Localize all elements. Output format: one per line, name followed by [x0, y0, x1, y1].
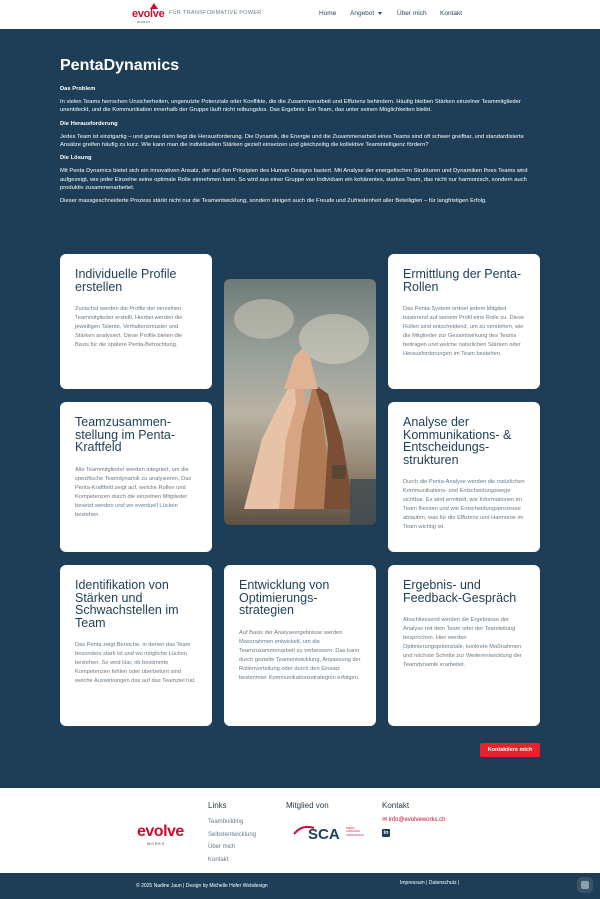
chat-widget-icon[interactable] — [577, 877, 593, 893]
legal-links[interactable]: Impressum | Datenschutz | — [400, 880, 460, 886]
linkedin-icon[interactable]: in — [383, 830, 389, 836]
card-text: Das Penta-System ordnet jedem Mitglied basierend auf seinem Profil eine Rolle zu. Diese Rollen sind entscheidend, um zu verstehen, wie die Mitglieder zur Gesamtwirkung des Teams beitragen und welche natürlichen Stärken oder Herausforderungen im Team bestehen. — [403, 306, 525, 357]
teamwork-photo — [224, 279, 376, 525]
high-five-hands-image — [224, 279, 376, 525]
email-text: info@evolveworks.ch — [388, 817, 446, 823]
logo[interactable] — [132, 3, 165, 25]
challenge-heading: Die Herausforderung — [60, 120, 118, 127]
card-teamzusammenstellung — [60, 402, 212, 552]
nav-angebot[interactable] — [350, 10, 382, 17]
solution-text: Mit Penta Dynamics bietet sich ein innovativen Ansatz, der auf den Prinzipien des Human Designs basiert. Mit Analyse der energetischen Strukturen und Dynamiken Ihres Teams wird aufgezeigt, wie jeder Einzelne seine optimale Rolle einnehmen kann. So wird aus einer Gruppe von Individuen ein kohärentes, starkes Team, das nicht nur harmonisch, sondern auch produktiv zusammenarbeitet. — [60, 168, 528, 191]
footer-logo[interactable] — [137, 818, 182, 848]
card-identifikation — [60, 565, 212, 726]
nav-home[interactable]: Home — [319, 10, 337, 17]
card-title: Ergebnis- und Feedback-Gespräch — [403, 578, 517, 605]
contact-heading: Kontakt — [382, 801, 410, 810]
card-text: Das Penta zeigt Bereiche, in denen das Team besonders stark ist und wo mögliche Lücken bestehen. So wird klar, ob bestimmte Kompetenzen fehlen oder überbetont sind welche Auswirkungen das auf das Teamziel hat. — [75, 642, 196, 684]
challenge-text: Jedes Team ist einzigartig – und genau darin liegt die Herausforderung. Die Dynamik, die Energie und die Zusammenarbeit eines Teams sind oft schwer greifbar, und standardisierte Ansätze greifen häufig zu kurz. Wie kann man die individuellen Stärken gezielt einsetzen und gleichzeitig die kollektive Teamintelligenz fördern? — [60, 133, 524, 149]
member-heading: Mitglied von — [286, 801, 329, 810]
card-penta-rollen — [388, 254, 540, 389]
copyright-text: © 2025 Nadine Jaun | Design by Michelle Hofer Webdesign — [136, 883, 268, 889]
solution-heading: Die Lösung — [60, 155, 92, 162]
page-title: PentaDynamics — [60, 57, 180, 74]
links-heading: Links — [208, 801, 227, 810]
email-link[interactable] — [382, 816, 445, 823]
sca-logo[interactable] — [292, 820, 370, 844]
closing-text: Dieser massgeschneiderte Prozess stärkt nicht nur die Teamentwicklung, sondern steigert auch die Freude und Zufriedenheit aller Beteiligten – für langfristigen Erfolg. — [60, 198, 487, 205]
bottom-bar — [0, 873, 600, 899]
footer-link-kontakt[interactable]: Kontakt — [208, 856, 229, 863]
site-header — [0, 0, 600, 29]
nav-angebot-label: Angebot — [350, 10, 375, 17]
card-title: Teamzusammen-stellung im Penta-Kraftfeld — [75, 415, 176, 454]
mail-icon: ✉ — [382, 817, 389, 823]
nav-ueber-mich[interactable]: Über mich — [397, 10, 427, 17]
tagline: FÜR TRANSFORMATIVE POWER — [169, 10, 262, 16]
card-title: Identifikation von Stärken und Schwachstellen im Team — [75, 578, 179, 630]
card-text: Zunächst werden die Profile der einzelnen Teammitglieder erstellt. Hierbei werden die jeweiligen Talente, Verhaltensmuster und Stärken analysiert. Diese Profile bieten die Basis für die spätere Penta-Betrachtung. — [75, 306, 183, 348]
footer-link-selbstentwicklung[interactable]: Selbstentwicklung — [208, 831, 257, 838]
contact-cta-button[interactable]: Kontaktiere mich — [480, 743, 540, 757]
logo-subtext: WORKS — [137, 20, 151, 24]
card-title: Analyse der Kommunikations- & Entscheidungs-strukturen — [403, 415, 512, 467]
sca-subtext: SWISS COACHING ASSOCIATION — [346, 827, 364, 837]
footer-logo-text: evolve — [137, 823, 184, 840]
card-feedback — [388, 565, 540, 726]
card-profile — [60, 254, 212, 389]
footer — [0, 788, 600, 873]
footer-link-teambuilding[interactable]: Teambuilding — [208, 819, 244, 825]
card-text: Durch die Penta-Analyse werden die natürlichen Kommunikations- und Entscheidungswege sichtbar. Es wird ermittelt, wie Informationen im Team fliessen und wie Entscheidungsprozesse ablaufen, was für die Effizienz und Harmonie im Team wichtig ist. — [403, 479, 525, 530]
card-title: Ermittlung der Penta- Rollen — [403, 267, 522, 294]
card-text: Auf Basis der Analyseergebnisse werden Massnahmen entwickelt, um die Teamzusammenarbeit zu verbessern. Das kann durch gezielte Teamentwicklung, Anpassung der Rollenverteilung oder durch den Einsatz bestimmter Kommunikationsstrategien erfolgen. — [239, 629, 361, 681]
problem-text: In vielen Teams herrschen Unsicherheiten, ungenutzte Potenziale oder Konflikte, die die Zusammenarbeit und Effizienz behindern. Häufig bleiben Stärken einzelner Teammitglieder unentdeckt, und die Kommunikation innerhalb der Gruppe läuft nicht reibungslos. Das Ergebnis: Ein Team, das unter seinen Möglichkeiten bleibt. — [60, 99, 521, 114]
footer-link-ueber-mich[interactable]: Über mich — [208, 844, 236, 850]
card-text: Alle Teammitglieder werden integriert, um die spezifische Teamdynamik zu analysieren. Das Penta-Kraftfeld zeigt auf, welche Rollen und Kompetenzen durch die einzelnen Mitglieder besetzt werden und wo eventuell Lücken bestehen. — [75, 466, 192, 518]
footer-logo-subtext: WORKS — [147, 842, 166, 846]
footer-links — [208, 816, 256, 866]
card-title: Individuelle Profile erstellen — [75, 267, 177, 294]
card-title: Entwicklung von Optimierungs-strategien — [239, 578, 330, 617]
problem-heading: Das Problem — [60, 86, 96, 92]
logo-text: evolve — [132, 8, 165, 20]
card-analyse — [388, 402, 540, 552]
sca-logo-text: SCA — [308, 826, 340, 843]
main-section — [0, 29, 600, 788]
nav-kontakt[interactable]: Kontakt — [440, 10, 463, 17]
chevron-down-icon — [378, 12, 382, 15]
card-text: Abschliessend werden die Ergebnisse der Analyse mit dem Team oder der Teamleitung besprochen. Hier werden Optimierungspotenziale, konkrete Maßnahmen und nächste Schritte zur Weiterentwicklung der Teamdynamik erarbeitet. — [403, 617, 522, 668]
intro-text — [60, 85, 540, 210]
card-optimierung — [224, 565, 376, 726]
